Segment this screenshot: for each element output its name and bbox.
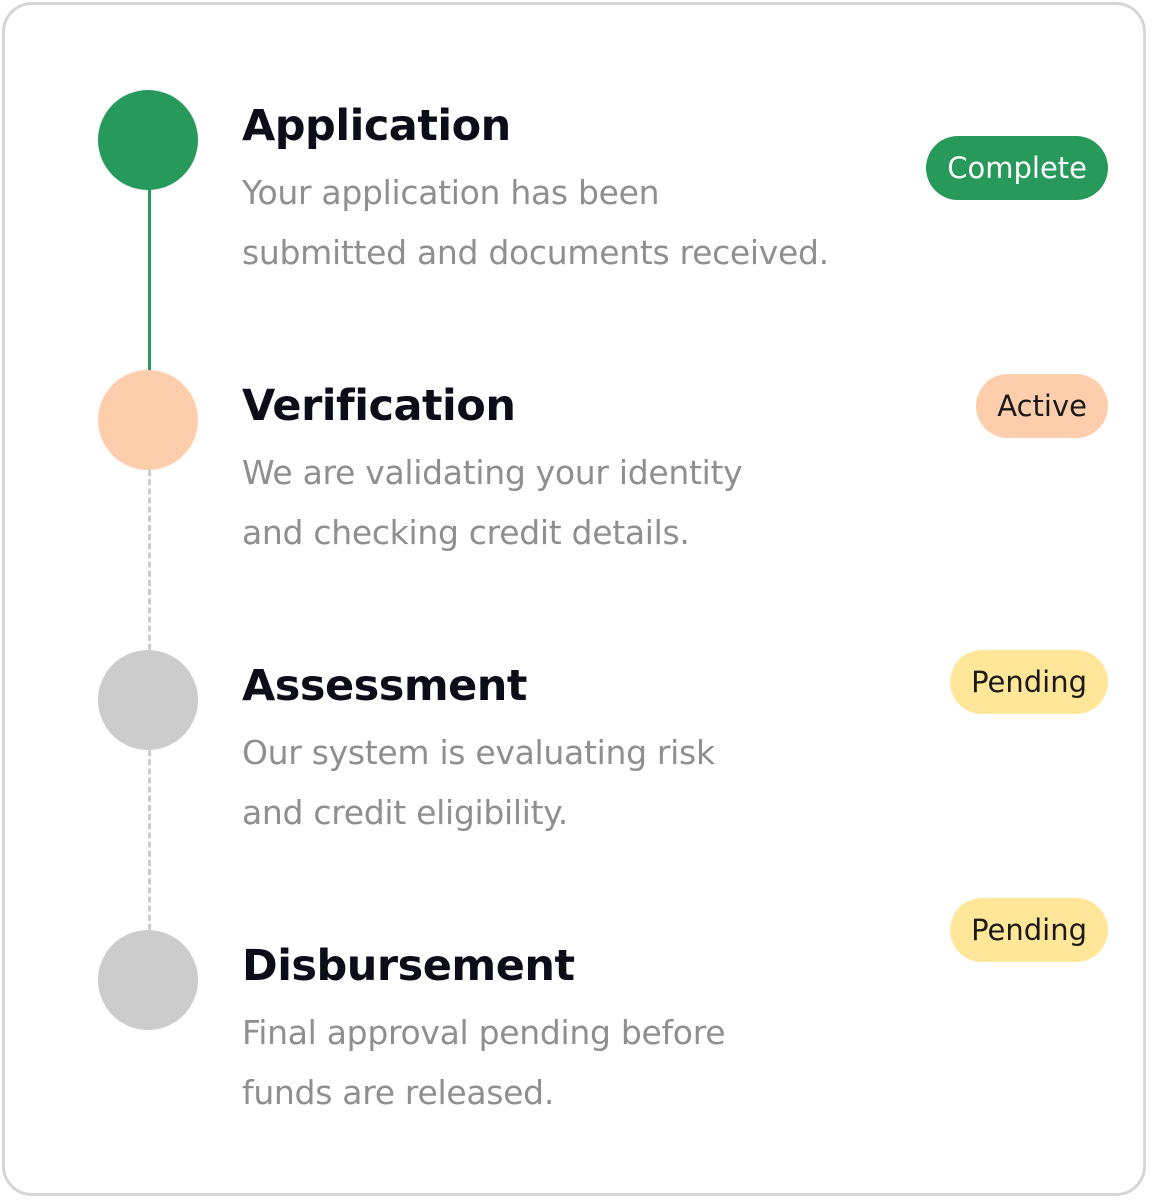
step-assessment-description-line: and credit eligibility. [242, 793, 568, 832]
status-badge-complete: Complete [926, 136, 1108, 200]
step-assessment-title: Assessment [242, 661, 527, 711]
step-verification-indicator [98, 370, 198, 470]
status-badge-pending: Pending [950, 898, 1108, 962]
step-verification-description-line: We are validating your identity [242, 453, 743, 492]
status-badge-active: Active [976, 374, 1108, 438]
step-application-description-line: submitted and documents received. [242, 233, 829, 272]
step-disbursement-indicator [98, 930, 198, 1030]
step-disbursement-description [242, 1003, 725, 1123]
status-badge-pending: Pending [950, 650, 1108, 714]
connector-verification-assessment [148, 470, 151, 650]
step-assessment-description [242, 723, 715, 843]
step-application-description [242, 163, 829, 283]
step-verification-title: Verification [242, 381, 516, 431]
step-disbursement-description-line: Final approval pending before [242, 1013, 726, 1052]
step-application-description-line: Your application has been [242, 173, 660, 212]
step-assessment-indicator [98, 650, 198, 750]
connector-assessment-disbursement [148, 750, 151, 930]
step-application-indicator [98, 90, 198, 190]
step-disbursement-description-line: funds are released. [242, 1073, 555, 1112]
connector-application-verification [148, 188, 151, 372]
step-disbursement-title: Disbursement [242, 941, 575, 991]
step-verification-description [242, 443, 742, 563]
step-application-title: Application [242, 101, 511, 151]
step-assessment-description-line: Our system is evaluating risk [242, 733, 715, 772]
step-verification-description-line: and checking credit details. [242, 513, 690, 552]
